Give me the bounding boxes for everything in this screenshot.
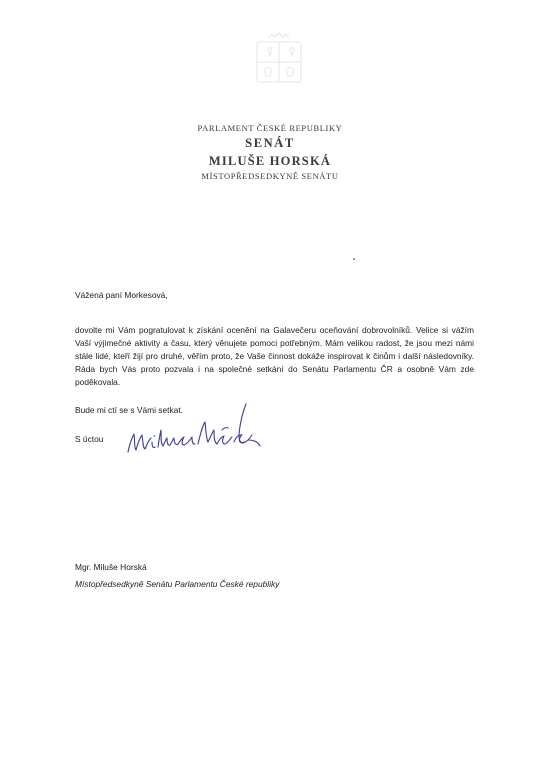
scan-speck [353,258,355,260]
parliament-name: PARLAMENT ČESKÉ REPUBLIKY [197,123,343,133]
handwritten-signature-icon [118,400,273,462]
sender-role: MÍSTOPŘEDSEDKYNĚ SENÁTU [201,171,339,181]
salutation: Vážená paní Morkesová, [75,290,168,300]
senate-name: SENÁT [245,136,295,150]
sender-name: MILUŠE HORSKÁ [208,154,332,168]
signatory-name: Mgr. Miluše Horská [75,562,147,572]
letter-body: dovolte mi Vám pogratulovat k získání ocenění na Galavečeru oceňování dobrovolníků. Velice si vážím Vaší výjimečné aktivity a času, který věnujete pomoci potřebným. Mám velikou radost, že jsou mezi námi stále lidé, kteří žijí pro druhé, věřím proto, že Vaše činnost dokáže inspirovat k činům i další následovníky. Ráda bych Vás proto pozvala i na společné setkání do Senátu Parlamentu ČR a osobně Vám zde poděkovala. [75,325,474,387]
sign-off: S úctou [75,434,104,444]
closing-line: Bude mi ctí se s Vámi setkat. [75,405,183,415]
letterhead [150,121,390,182]
czech-state-emblem-icon [254,30,304,88]
signatory-title: Místopředsedkyně Senátu Parlamentu České republiky [75,579,280,589]
